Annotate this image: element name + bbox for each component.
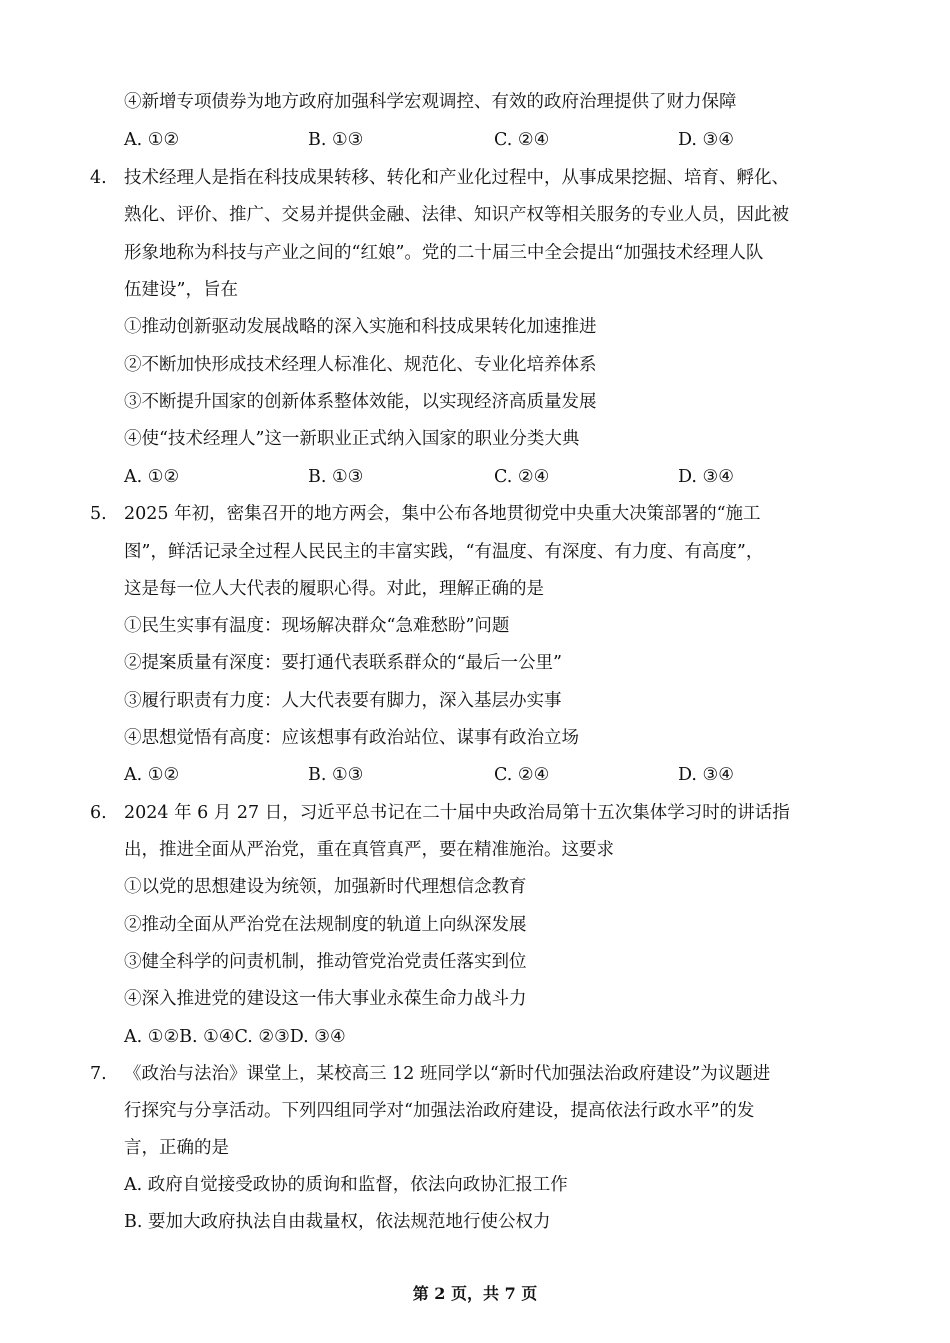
q4-item-2: ②不断加快形成技术经理人标准化、规范化、专业化培养体系 (124, 355, 597, 375)
q5-item-4: ④思想觉悟有高度：应该想事有政治站位、谋事有政治立场 (124, 728, 579, 748)
q3-option-c: C. ②④ (494, 130, 550, 150)
q4-option-a: A. ①② (124, 467, 180, 487)
q6-item-3: ③健全科学的问责机制，推动管党治党责任落实到位 (124, 952, 527, 972)
q4-item-1: ①推动创新驱动发展战略的深入实施和科技成果转化加速推进 (124, 317, 597, 337)
page-footer: 第 2 页，共 7 页 (412, 1284, 538, 1303)
q7-stem-line-3: 言，正确的是 (124, 1138, 229, 1158)
q3-item-4: ④新增专项债券为地方政府加强科学宏观调控、有效的政府治理提供了财力保障 (124, 92, 737, 112)
q7-stem-line-2: 行探究与分享活动。下列四组同学对“加强法治政府建设，提高依法行政水平”的发 (124, 1101, 755, 1121)
q4-option-d: D. ③④ (678, 467, 734, 487)
q6-item-4: ④深入推进党的建设这一伟大事业永葆生命力战斗力 (124, 989, 527, 1009)
q4-number: 4. (90, 168, 107, 188)
q3-option-b: B. ①③ (308, 130, 364, 150)
q4-item-4: ④使“技术经理人”这一新职业正式纳入国家的职业分类大典 (124, 429, 580, 449)
q6-options: A. ①②B. ①④C. ②③D. ③④ (124, 1027, 346, 1047)
q5-option-a: A. ①② (124, 765, 180, 785)
q6-item-2: ②推动全面从严治党在法规制度的轨道上向纵深发展 (124, 915, 527, 935)
q5-item-1: ①民生实事有温度：现场解决群众“急难愁盼”问题 (124, 616, 510, 636)
q3-option-d: D. ③④ (678, 130, 734, 150)
q6-stem-line-2: 出，推进全面从严治党，重在真管真严，要在精准施治。这要求 (124, 840, 614, 860)
q3-option-a: A. ①② (124, 130, 180, 150)
q4-stem-line-1: 技术经理人是指在科技成果转移、转化和产业化过程中，从事成果挖掘、培育、孵化、 (124, 168, 789, 188)
q6-stem-line-1: 2024 年 6 月 27 日，习近平总书记在二十届中央政治局第十五次集体学习时的讲话指 (124, 803, 790, 823)
q7-option-a: A. 政府自觉接受政协的质询和监督，依法向政协汇报工作 (124, 1175, 568, 1195)
q5-option-b: B. ①③ (308, 765, 364, 785)
q5-stem-line-3: 这是每一位人大代表的履职心得。对此，理解正确的是 (124, 579, 544, 599)
q7-stem-line-1: 《政治与法治》课堂上，某校高三 12 班同学以“新时代加强法治政府建设”为议题进 (124, 1064, 771, 1084)
q7-option-b: B. 要加大政府执法自由裁量权，依法规范地行使公权力 (124, 1212, 551, 1232)
q5-item-3: ③履行职责有力度：人大代表要有脚力，深入基层办实事 (124, 691, 562, 711)
q4-stem-line-3: 形象地称为科技与产业之间的“红娘”。党的二十届三中全会提出“加强技术经理人队 (124, 243, 764, 263)
q5-option-c: C. ②④ (494, 765, 550, 785)
q6-number: 6. (90, 803, 107, 823)
q4-item-3: ③不断提升国家的创新体系整体效能，以实现经济高质量发展 (124, 392, 597, 412)
q5-stem-line-2: 图”，鲜活记录全过程人民民主的丰富实践，“有温度、有深度、有力度、有高度”， (124, 542, 764, 562)
q4-stem-line-4: 伍建设”，旨在 (124, 280, 238, 300)
q5-number: 5. (90, 504, 107, 524)
q6-item-1: ①以党的思想建设为统领，加强新时代理想信念教育 (124, 877, 527, 897)
q7-number: 7. (90, 1064, 107, 1084)
q5-item-2: ②提案质量有深度：要打通代表联系群众的“最后一公里” (124, 653, 562, 673)
q4-option-c: C. ②④ (494, 467, 550, 487)
q5-stem-line-1: 2025 年初，密集召开的地方两会，集中公布各地贯彻党中央重大决策部署的“施工 (124, 504, 761, 524)
q4-stem-line-2: 熟化、评价、推广、交易并提供金融、法律、知识产权等相关服务的专业人员，因此被 (124, 205, 789, 225)
q4-option-b: B. ①③ (308, 467, 364, 487)
q5-option-d: D. ③④ (678, 765, 734, 785)
